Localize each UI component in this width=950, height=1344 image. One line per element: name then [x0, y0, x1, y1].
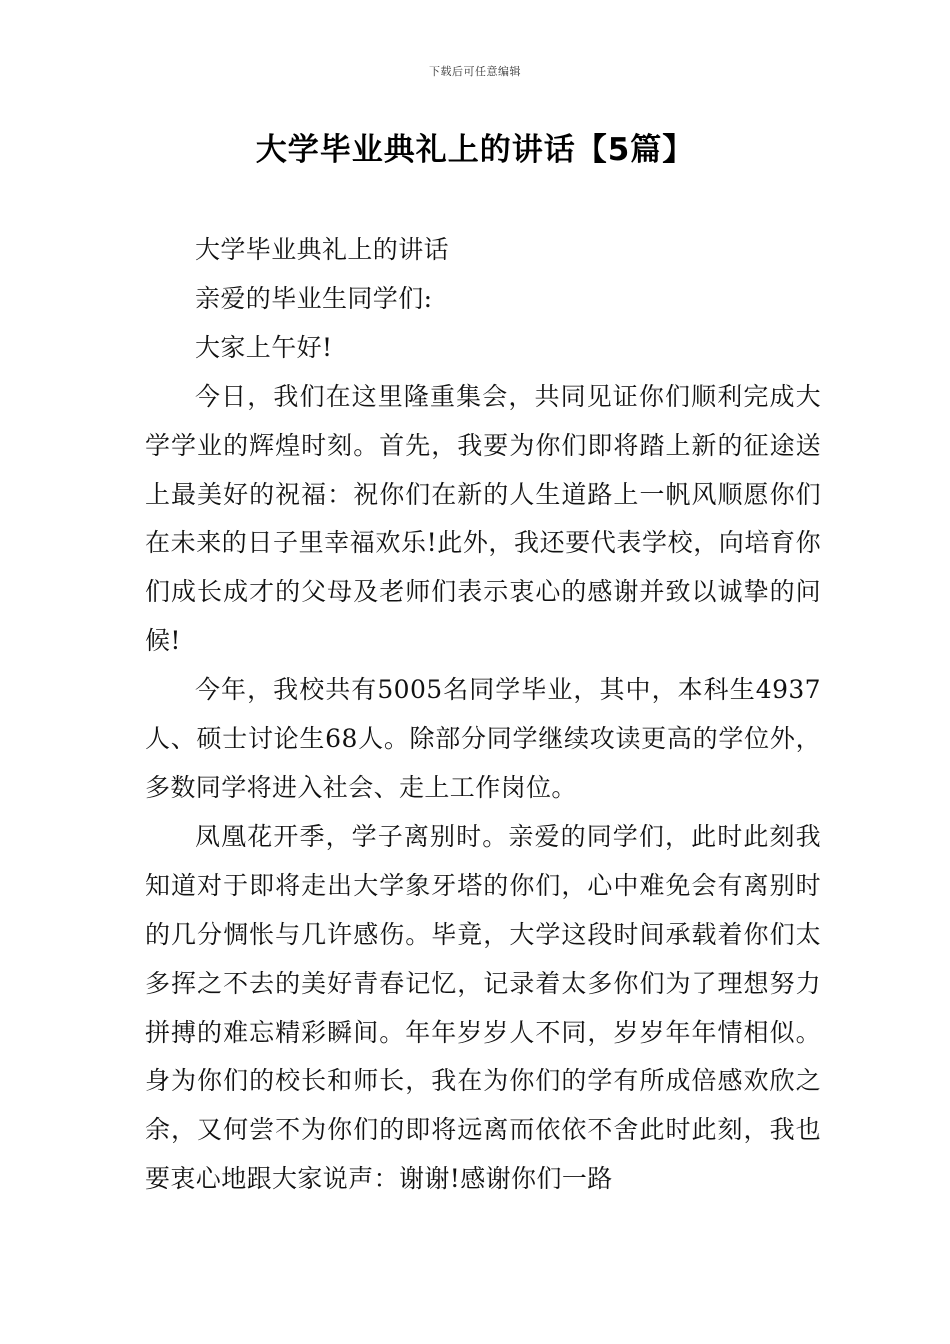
header-note: 下载后可任意编辑: [429, 65, 521, 78]
paragraph: 今年，我校共有5005名同学毕业，其中，本科生4937人、硕士讨论生68人。除部分同学继续攻读更高的学位外，多数同学将进入社会、走上工作岗位。: [145, 675, 821, 802]
paragraph: 凤凰花开季，学子离别时。亲爱的同学们，此时此刻我知道对于即将走出大学象牙塔的你们，心中难免会有离别时的几分惆怅与几许感伤。毕竟，大学这段时间承载着你们太多挥之不去的美好青春记忆，记录着太多你们为了理想努力拼搏的难忘精彩瞬间。年年岁岁人不同，岁岁年年情相似。身为你们的校长和师长，我在为你们的学有所成倍感欢欣之余，又何尝不为你们的即将远离而依依不舍此时此刻，我也要衷心地跟大家说声：谢谢!感谢你们一路: [145, 821, 821, 1194]
paragraph: 今日，我们在这里隆重集会，共同见证你们顺利完成大学学业的辉煌时刻。首先，我要为你们即将踏上新的征途送上最美好的祝福：祝你们在新的人生道路上一帆风顺愿你们在未来的日子里幸福欢乐!此外，我还要代表学校，向培育你们成长成才的父母及老师们表示衷心的感谢并致以诚挚的问候!: [145, 381, 821, 656]
document-body: [145, 226, 821, 1204]
paragraph-subtitle: 大学毕业典礼上的讲话: [195, 235, 450, 264]
paragraph-salutation: 亲爱的毕业生同学们:: [195, 283, 433, 313]
paragraph-greeting: 大家上午好!: [195, 332, 333, 362]
document-title: 大学毕业典礼上的讲话【5篇】: [255, 132, 695, 168]
